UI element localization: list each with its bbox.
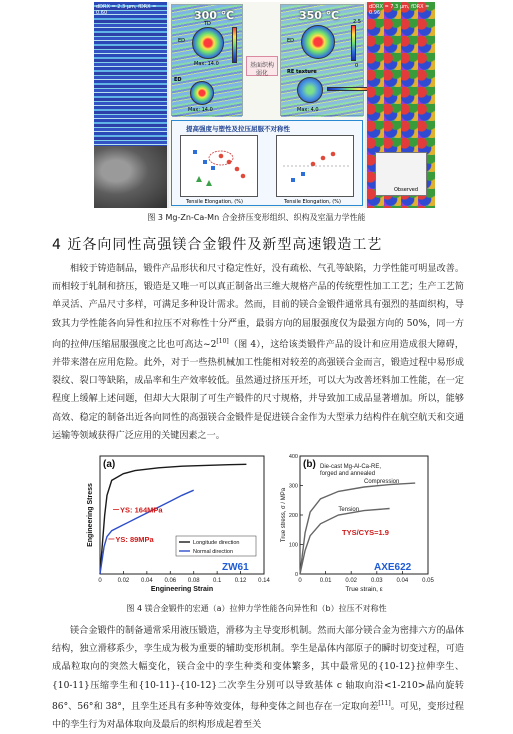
citation-11[interactable]: [11] xyxy=(378,699,391,707)
series-label-0: Compression xyxy=(364,478,400,485)
para1-text-a: 相较于铸造制品，锻件产品形状和尺寸稳定性好，没有疏松、气孔等缺陷，力学性能可明显改善。而相较于轧制和挤压，锻造是又唯一可以真正制备出三维大规格产品的传统塑性加工工艺；生产工艺简单灵活、产品尺寸多样，可满足多种设计需求。然而，目前的镁合金锻件通常具有强烈的基面织构，导致其力学性能各向异性和拉压不对称性十分严重，最弱方向的屈服强度仅为最强方向的 50%，同一方向的拉伸/压缩屈服强度之比也可高达~2 xyxy=(52,264,464,350)
temp-300c: 300 ℃ xyxy=(194,9,235,22)
label-left: dDRX = 2.3 μm, fDRX = 0.60 xyxy=(96,4,157,16)
temp-350c: 350 ℃ xyxy=(299,9,340,22)
legend-label-1: Normal direction xyxy=(193,549,234,555)
x-tick-label: 0.1 xyxy=(212,578,222,584)
x-axis-label: Engineering Strain xyxy=(150,586,214,593)
panel-label: (a) xyxy=(103,459,116,470)
x-tick-label: 0 xyxy=(298,578,302,584)
y-axis-label: True stress, σ / MPa xyxy=(281,487,287,543)
ebsd-map-left xyxy=(94,2,167,208)
para1-text-b: （图 4），这给该类锻件产品的设计和应用造成很大障碍，并带来潜在应用危险。此外，对于一些热机械加工性能相对较差的高强镁合金而言，锻造过程中易形成裂纹、裂口等缺陷，成品率和生产效率较低。虽然通过挤压开坯，可以大为改善坯料加工性能，在一定程度上缓解上述问题，但却大大限制了可生产锻件的尺寸规格，并导致加工成品显著增加。所以，能够高效、稳定的制备出近各向同性的高强镁合金锻件是促进镁合金作为大型承力结构件在航空航天和交通运输等领域获得广泛应用的关键因素之一。 xyxy=(52,339,464,441)
pole-figure-300c xyxy=(192,27,224,59)
paragraph-1 xyxy=(52,260,464,445)
alloy-tag: AXE622 xyxy=(374,562,412,573)
cbar-bot: 0 xyxy=(355,63,359,69)
citation-10[interactable]: [10] xyxy=(216,337,229,345)
legend-label-0: Longitude direction xyxy=(193,540,240,546)
colorbar-horizontal xyxy=(327,87,371,91)
y-tick-label: 100 xyxy=(288,542,298,549)
annotation-ratio: TYS/CYS=1.9 xyxy=(342,528,389,537)
mini-x-right: Tensile Elongation, (%) xyxy=(284,199,341,205)
mini-chart-right xyxy=(276,135,354,197)
figure-3-caption: 图 3 Mg-Zn-Ca-Mn 合金挤压变形组织、织构及室温力学性能 xyxy=(147,213,366,222)
paragraph-2 xyxy=(52,622,464,734)
chart-a-svg xyxy=(80,450,270,600)
texture-weakening-arrow xyxy=(246,56,278,76)
series-label-1: Tension xyxy=(338,507,360,513)
y-axis-label: Engineering Stress xyxy=(87,483,94,547)
section-heading: 4 近各向同性高强镁合金锻件及新型高速锻造工艺 xyxy=(52,237,383,253)
x-axis-label: True strain, ε xyxy=(345,586,383,593)
colorbar-left xyxy=(232,27,237,63)
cbar-top: 2.5 xyxy=(353,19,361,25)
mini-x-left: Tensile Elongation, (%) xyxy=(186,199,243,205)
y-tick-label: 0 xyxy=(294,572,298,578)
chart-b-svg xyxy=(276,450,436,600)
re-texture-label: RE texture xyxy=(287,69,317,75)
x-tick-label: 0.08 xyxy=(187,578,200,584)
alloy-tag: ZW61 xyxy=(222,562,249,573)
max-label-left: Max: 14.0 xyxy=(188,107,213,113)
tem-image xyxy=(94,146,167,208)
x-tick-label: 0.02 xyxy=(117,578,130,584)
arrow-text-2: 弱化 xyxy=(256,70,269,77)
annotation-0: YS: 164MPa xyxy=(120,505,163,515)
ed-label: ED xyxy=(178,38,186,44)
chart-title-line-1: Die-cast Mg-Al-Ca-RE, xyxy=(320,464,382,470)
x-tick-label: 0.06 xyxy=(164,578,177,584)
x-tick-label: 0.12 xyxy=(234,578,247,584)
x-tick-label: 0.04 xyxy=(396,578,409,584)
para2-text-b: 。可见，变形过程中的孪生行为对晶体取向及最后的织构形成起着至关 xyxy=(52,701,464,731)
chart-title-line-2: forged and annealed xyxy=(320,471,376,477)
observed-inset xyxy=(375,152,427,196)
panel-label: (b) xyxy=(303,459,316,470)
td-label: TD xyxy=(204,21,211,27)
max-label-right: Max: 4.0 xyxy=(297,107,319,113)
ed-label-2: ED xyxy=(174,77,182,83)
panel-300c xyxy=(171,4,243,116)
pole-figure-350c xyxy=(301,25,335,59)
x-tick-label: 0.14 xyxy=(258,578,270,584)
properties-title: 提高强度与塑性及拉压屈服不对称性 xyxy=(186,125,290,133)
colorbar-right xyxy=(351,25,356,61)
ebsd-map-right xyxy=(367,2,435,208)
figure-3-middle xyxy=(169,2,365,208)
arrow-text-1: 基面织构 xyxy=(250,62,275,69)
x-tick-label: 0.01 xyxy=(319,578,332,584)
x-tick-label: 0.05 xyxy=(422,578,434,584)
y-tick-label: 300 xyxy=(288,483,298,490)
figure-4-caption: 图 4 镁合金锻件的宏通（a）拉伸力学性能各向异性和（b）拉压不对称性 xyxy=(126,604,387,613)
chart-a xyxy=(80,450,270,600)
x-tick-label: 0.04 xyxy=(141,578,153,584)
max-label-left-top: Max: 14.0 xyxy=(194,61,219,67)
annotation-1: YS: 89MPa xyxy=(115,534,154,544)
ipf-350c xyxy=(297,77,323,103)
y-tick-label: 400 xyxy=(288,454,298,460)
x-tick-label: 0.02 xyxy=(345,578,358,584)
x-tick-label: 0 xyxy=(98,578,102,584)
para2-text-a: 镁合金锻件的制备通常采用液压锻造，滑移为主导变形机制。然而大部分镁合金为密排六方的晶体结构，独立滑移系少，孪生成为极为重要的辅助变形机制。孪生是晶体内部原子的瞬时切变过程，可造成晶粒取向的突然大幅变化，镁合金中的孪生种类和变体繁多，其中最常见的{10-12}拉伸孪生、{10-11}压缩孪生和{10-11}-{10-12}二次孪生分别可以导致基体 c 轴取向沿<1-210>晶向旋转 86°、56°和 38°，且孪生还具有多种等效变体，每种变体之间也存在一定取向差 xyxy=(52,626,464,712)
mini-chart-left xyxy=(180,135,258,197)
ipf-300c xyxy=(190,81,214,105)
observed-label: Observed xyxy=(394,187,419,193)
label-right: dDRX = 7.3 μm, fDRX = 0.96 xyxy=(369,4,430,16)
figure-3-composite xyxy=(94,2,435,208)
x-tick-label: 0.03 xyxy=(370,578,383,584)
panel-350c xyxy=(280,4,364,116)
properties-box xyxy=(171,120,363,206)
chart-b xyxy=(276,450,436,600)
ed-label-3: ED xyxy=(287,38,295,44)
y-tick-label: 200 xyxy=(288,513,298,519)
